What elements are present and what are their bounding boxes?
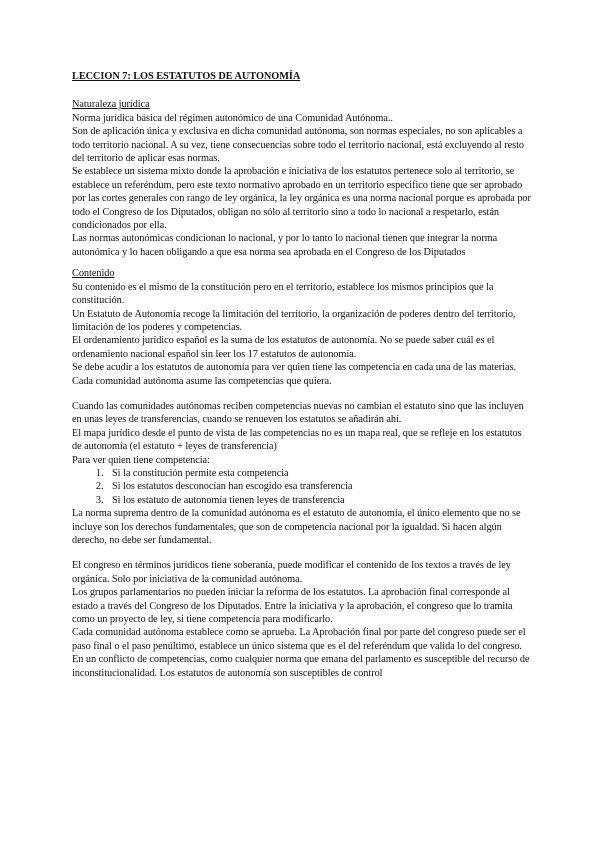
section-congreso [72, 559, 532, 680]
paragraph: El congreso en términos jurídicos tiene soberanía, puede modificar el contenido de los textos a través de ley orgánica. Solo por iniciativa de la comunidad autónoma. [72, 560, 511, 585]
paragraph: Para ver quien tiene competencia: [72, 454, 210, 466]
paragraph: Se establece un sistema mixto donde la aprobación e iniciativa de los estatutos pertenece solo al territorio, se establece un referéndum, pero este texto normativo aprobado en un territorio especifico tiene que ser aprobado por las cortes generales con rango de ley orgánica, la ley orgánica es una norma nacional porque es aprobada por todo el Congreso de los Diputados, obligan no sólo al territorio sino a todo lo nacional a respetarlo, están condicionados por ella. [72, 166, 531, 232]
paragraph: En un conflicto de competencias, como cualquier norma que emana del parlamento es susceptible del recurso de inconstitucionalidad. Los estatutos de autonomía son susceptibles de control [72, 654, 530, 679]
document-page [72, 70, 532, 680]
lesson-title: LECCION 7: LOS ESTATUTOS DE AUTONOMÍA [72, 71, 301, 82]
paragraph: Su contenido es el mismo de la constitución pero en el territorio, establece los mismos principios que la constitución. [72, 281, 494, 307]
paragraph: El mapa jurídico desde el punto de vista de las competencias no es un mapa real, que se refleje en los estatutos de autonomía (el estatuto + leyes de transferencia) [72, 427, 522, 453]
paragraph: Se debe acudir a los estatutos de autonomía para ver quien tiene las competencia en cada una de las materias. Cada comunidad autónoma asume las competencias que quiera. [72, 362, 516, 387]
paragraph: Norma jurídica básica del régimen autonómico de una Comunidad Autónoma.. [72, 112, 393, 124]
list-item: 2. Si los estatutos desconocían han escogido esa transferencia [106, 480, 532, 493]
paragraph: Cada comunidad autónoma establece como se aprueba. La Aprobación final por parte del congreso puede ser el paso final o el paso penúltimo, establece un único sistema que es el del referéndum que valida lo del congreso. [72, 627, 526, 652]
list-item: 1. Si la constitución permite esta competencia [106, 467, 532, 480]
paragraph: Los grupos parlamentarios no pueden iniciar la reforma de los estatutos. La aprobación final corresponde al estado a través del Congreso de los Diputados. Entre la iniciativa y la aprobación, el congreso que lo tramita como un proyecto de ley, si tiene competencia para modificarlo. [72, 587, 513, 626]
section-heading-contenido: Contenido [72, 268, 115, 280]
competence-list [72, 467, 532, 507]
section-competencias [72, 400, 532, 547]
paragraph: La norma suprema dentro de la comunidad autónoma es el estatuto de autonomía, el único elemento que no se incluye son los derechos fundamentales, que son de competencia nacional por la igualdad. Si hacen algún derecho, no debe ser fundamental. [72, 508, 521, 546]
paragraph: Las normas autonómicas condicionan lo nacional, y por lo tanto lo nacional tienen que integrar la norma autonómica y lo hacen obligando a que esa norma sea aprobada en el Congreso de los Diputados [72, 233, 498, 258]
paragraph: El ordenamiento jurídico español es la suma de los estatutos de autonomía. No se puede saber cuál es el ordenamiento nacional español sin leer los 17 estatutos de autonomía. [72, 335, 495, 360]
section-contenido [72, 267, 532, 388]
section-heading-naturaleza: Naturaleza jurídica [72, 99, 150, 111]
list-item: 3. Si los estatuto de autonomía tienen leyes de transferencia [106, 494, 532, 507]
paragraph: Un Estatuto de Autonomía recoge la limitación del territorio, la organización de poderes dentro del territorio, limitación de los poderes y competencias. [72, 308, 516, 333]
section-naturaleza [72, 98, 532, 259]
paragraph: Cuando las comunidades autónomas reciben competencias nuevas no cambian el estatuto sino que las incluyen en unas leyes de transferencias, cuando se renueven los estatutos se añadirán ahí. [72, 400, 524, 426]
paragraph: Son de aplicación única y exclusiva en dicha comunidad autónoma, son normas especiales, no son aplicables a todo territorio nacional. A su vez, tiene consecuencias sobre todo el territorio nacional, está excluyendo al resto del territorio de aplicar esas normas. [72, 126, 525, 165]
